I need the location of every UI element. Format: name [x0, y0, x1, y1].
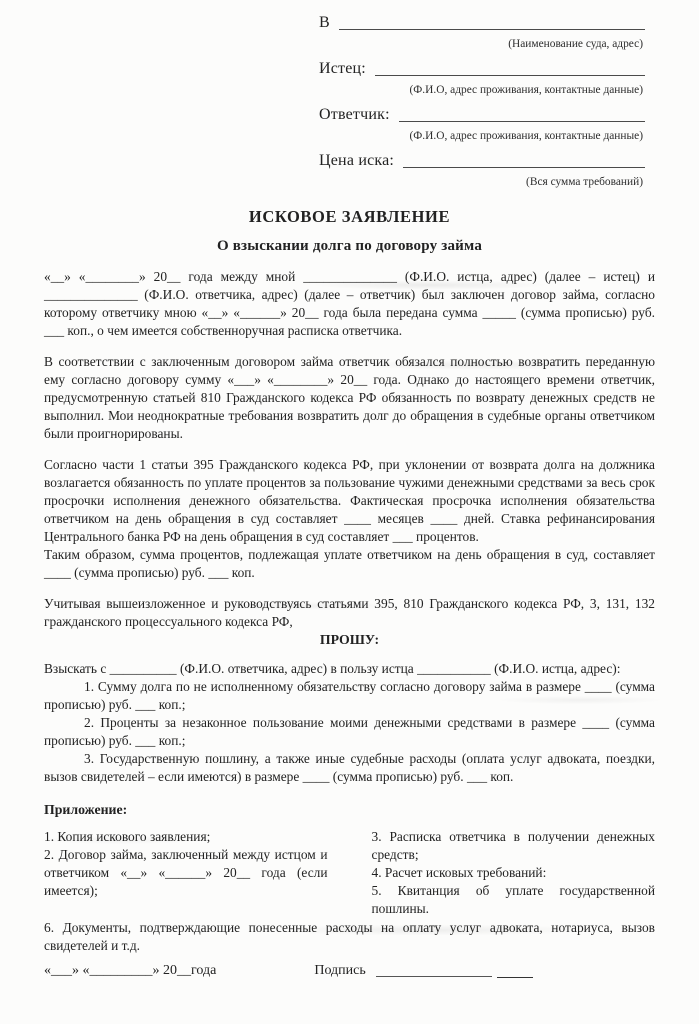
claim-item-duty: 3. Государственную пошлину, а также иные судебные расходы (оплата услуг адвоката, поездки, вызов свидетелей – если имеются) в размере ____ (сумма прописью) руб. ___ коп.	[44, 751, 655, 784]
plaintiff-field-note: (Ф.И.О, адрес проживания, контактные данные)	[409, 84, 643, 96]
claim-price-field-label: Цена иска:	[319, 152, 395, 169]
body-paragraph-interest-sum: Таким образом, сумма процентов, подлежащая уплате ответчиком на день обращения в суд, составляет ____ (сумма прописью) руб. ___ коп.	[44, 547, 655, 580]
page-subtitle: О взыскании долга по договору займа	[216, 238, 483, 254]
defendant-field-note: (Ф.И.О, адрес проживания, контактные данные)	[409, 130, 643, 142]
attachment-item-calculation: 4. Расчет исковых требований:	[371, 865, 547, 880]
attachment-item-contract: 2. Договор займа, заключенный между истцом и ответчиком «__» «______» 20__ года (если имеется);	[44, 847, 328, 898]
claim-item-interest: 2. Проценты за незаконное пользование моими денежными средствами в размере ____ (сумма прописью) руб. ___ коп.;	[44, 715, 655, 748]
signature-label: Подпись	[314, 963, 366, 978]
attachments-heading: Приложение:	[44, 802, 128, 817]
court-field	[319, 12, 645, 33]
attachment-item-receipt: 3. Расписка ответчика в получении денежных средств;	[371, 829, 655, 862]
court-blank-line	[339, 29, 645, 30]
signature-blank-line	[376, 976, 492, 977]
defendant-field-label: Ответчик:	[319, 106, 390, 123]
plaintiff-field-label: Истец:	[319, 60, 366, 77]
page-title: ИСКОВОЕ ЗАЯВЛЕНИЕ	[248, 207, 451, 226]
request-intro: Взыскать с __________ (Ф.И.О. ответчика, адрес) в пользу истца ___________ (Ф.И.О. истца, адрес):	[44, 661, 621, 676]
body-paragraph-legal-basis: Учитывая вышеизложенное и руководствуясь статьями 395, 810 Гражданского кодекса РФ, 3, 131, 132 гражданского процессуального кодекса РФ,	[44, 596, 655, 629]
claims-list	[44, 678, 655, 786]
attachments-columns	[44, 828, 655, 918]
request-heading: ПРОШУ:	[319, 632, 380, 647]
court-field-note: (Наименование суда, адрес)	[508, 38, 643, 50]
court-field-label: В	[319, 14, 330, 31]
defendant-blank-line	[399, 121, 645, 122]
claim-price-field	[319, 150, 645, 171]
body-paragraph-obligation: В соответствии с заключенным договором займа ответчик обязался полностью возвратить переданную ему согласно договору сумму «___» «________» 20__ года. Однако до настоящего времени ответчик, предусмотренную статьей 810 Гражданского кодекса РФ обязанность по возврату денежных средств не выполнил. Мои неоднократные требования возвратить долг до обращения в судебные органы ответчиком были проигнорированы.	[44, 354, 655, 441]
court-header	[319, 12, 645, 188]
attachments-left-column	[44, 828, 328, 918]
defendant-field	[319, 104, 645, 125]
claim-price-field-note: (Вся сумма требований)	[526, 176, 643, 188]
attachment-item-expense-docs: 6. Документы, подтверждающие понесенные расходы на оплату услуг адвоката, нотариуса, вызов свидетелей и т.д.	[44, 920, 655, 953]
footer-date: «___» «_________» 20__года	[44, 963, 217, 978]
plaintiff-field	[319, 58, 645, 79]
body-paragraph-interest: Согласно части 1 статьи 395 Гражданского кодекса РФ, при уклонении от возврата долга на должника возлагается обязанность по уплате процентов за пользование чужими денежными средствами за весь срок просрочки исполнения денежного обязательства. Фактическая просрочка исполнения обязательства ответчиком на день обращения в суд составляет ____ месяцев ____ дней. Ставка рефинансирования Центрального банка РФ на день обращения в суд составляет ___ процентов.	[44, 457, 655, 544]
attachment-item-copy: 1. Копия искового заявления;	[44, 829, 211, 844]
attachments-right-column	[372, 828, 656, 918]
body-paragraph-agreement: «__» «________» 20__ года между мной ______________ (Ф.И.О. истца, адрес) (далее – истец) и ______________ (Ф.И.О. ответчика, адрес) (далее – ответчик) был заключен договор займа, согласно которому ответчику мною «__» «______» 20__ года была передана сумма _____ (сумма прописью) руб. ___ коп., о чем имеется собственноручная расписка ответчика.	[44, 269, 655, 338]
claim-item-debt: 1. Сумму долга по не исполненному обязательству согласно договору займа в размере ____ (сумма прописью) руб. ___ коп.;	[44, 679, 655, 712]
attachment-item-duty-receipt: 5. Квитанция об уплате государственной пошлины.	[371, 883, 655, 916]
document-body	[44, 268, 655, 980]
signature-block	[314, 962, 532, 980]
document-footer	[44, 962, 655, 980]
signature-blank-line-short	[497, 977, 533, 978]
claim-price-blank-line	[403, 167, 645, 168]
plaintiff-blank-line	[375, 75, 645, 76]
